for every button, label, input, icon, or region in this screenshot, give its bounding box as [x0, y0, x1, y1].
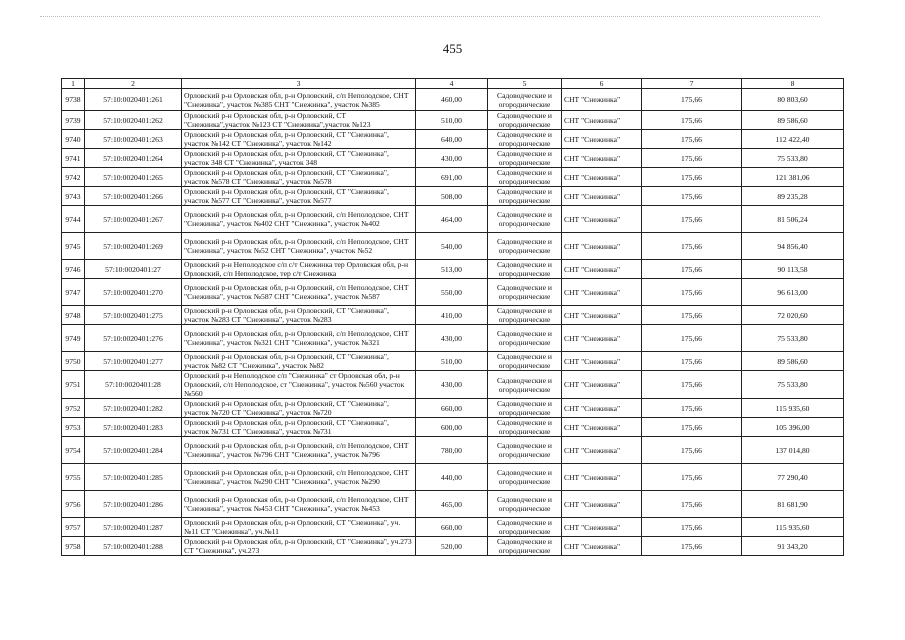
area-cell: 660,00	[416, 399, 488, 418]
cadastral-cost-cell: 91 343,20	[742, 537, 844, 556]
col-header-3: 3	[182, 79, 416, 89]
address-cell: Орловский р-н Орловская обл, р-н Орловский, с/п Неполодское, СНТ "Снежинка", участок №52 СНТ "Снежинка", участок №52	[182, 233, 416, 260]
area-cell: 520,00	[416, 537, 488, 556]
specific-value-cell: 175,66	[642, 89, 742, 111]
row-number-cell: 9738	[62, 89, 85, 111]
row-number-cell: 9748	[62, 306, 85, 325]
cadastral-cost-cell: 75 533,80	[742, 325, 844, 352]
area-cell: 410,00	[416, 306, 488, 325]
table-row	[62, 399, 844, 418]
address-cell: Орловский р-н Орловская обл, р-н Орловский, СТ "Снежинка", участок №578 СТ "Снежинка", участок №578	[182, 168, 416, 187]
cadastral-number-cell: 57:10:0020401:27	[85, 260, 182, 279]
cadastral-cost-cell: 121 381,06	[742, 168, 844, 187]
table-row	[62, 206, 844, 233]
specific-value-cell: 175,66	[642, 371, 742, 399]
land-use-cell: Садоводческие и огороднические	[488, 233, 562, 260]
land-use-cell: Садоводческие и огороднические	[488, 279, 562, 306]
cadastral-cost-cell: 112 422,40	[742, 130, 844, 149]
cadastral-cost-cell: 80 803,60	[742, 89, 844, 111]
specific-value-cell: 175,66	[642, 418, 742, 437]
row-number-cell: 9742	[62, 168, 85, 187]
address-cell: Орловский р-н Орловская обл, р-н Орловский, СТ "Снежинка", участок 348 СТ "Снежинка", участок 348	[182, 149, 416, 168]
cadastral-cost-cell: 81 506,24	[742, 206, 844, 233]
address-cell: Орловский р-н Орловская обл, р-н Орловский, СТ "Снежинка", уч.№11 СТ "Снежинка", уч.№11	[182, 518, 416, 537]
table-row	[62, 352, 844, 371]
table-row	[62, 260, 844, 279]
address-cell: Орловский р-н Орловская обл, р-н Орловский, СТ "Снежинка", участок №720 СТ "Снежинка", участок №720	[182, 399, 416, 418]
cadastral-cost-cell: 94 856,40	[742, 233, 844, 260]
cadastral-cost-cell: 137 014,80	[742, 437, 844, 464]
address-cell: Орловский р-н Орловская обл, р-н Орловский, СТ "Снежинка", участок №283 СТ "Снежинка", участок №283	[182, 306, 416, 325]
cadastral-number-cell: 57:10:0020401:262	[85, 111, 182, 130]
col-header-6: 6	[562, 79, 642, 89]
row-number-cell: 9757	[62, 518, 85, 537]
owner-cell: СНТ "Снежинка"	[562, 306, 642, 325]
area-cell: 430,00	[416, 371, 488, 399]
land-use-cell: Садоводческие и огороднические	[488, 260, 562, 279]
col-header-7: 7	[642, 79, 742, 89]
row-number-cell: 9758	[62, 537, 85, 556]
specific-value-cell: 175,66	[642, 187, 742, 206]
table-row	[62, 518, 844, 537]
land-use-cell: Садоводческие и огороднические	[488, 371, 562, 399]
column-number-row	[62, 79, 844, 89]
area-cell: 550,00	[416, 279, 488, 306]
address-cell: Орловский р-н Неполодское с/п с/т Снежинка тер Орловская обл, р-н Орловский, с/п Неполодское, тер с/т Снежинка	[182, 260, 416, 279]
row-number-cell: 9744	[62, 206, 85, 233]
area-cell: 513,00	[416, 260, 488, 279]
table-row	[62, 130, 844, 149]
area-cell: 460,00	[416, 89, 488, 111]
table-row	[62, 306, 844, 325]
row-number-cell: 9753	[62, 418, 85, 437]
specific-value-cell: 175,66	[642, 399, 742, 418]
owner-cell: СНТ "Снежинка"	[562, 279, 642, 306]
cadastral-cost-cell: 75 533,80	[742, 371, 844, 399]
specific-value-cell: 175,66	[642, 111, 742, 130]
specific-value-cell: 175,66	[642, 130, 742, 149]
address-cell: Орловский р-н Орловская обл, р-н Орловский, с/п Неполодское, СНТ "Снежинка", участок №385 СНТ "Снежинка", участок №385	[182, 89, 416, 111]
page-number: 455	[442, 41, 463, 56]
area-cell: 540,00	[416, 233, 488, 260]
cadastral-cost-cell: 77 290,40	[742, 464, 844, 491]
owner-cell: СНТ "Снежинка"	[562, 206, 642, 233]
cadastral-cost-cell: 89 235,28	[742, 187, 844, 206]
area-cell: 508,00	[416, 187, 488, 206]
table-row	[62, 437, 844, 464]
land-use-cell: Садоводческие и огороднические	[488, 130, 562, 149]
cadastral-number-cell: 57:10:0020401:28	[85, 371, 182, 399]
table-row	[62, 89, 844, 111]
land-use-cell: Садоводческие и огороднические	[488, 437, 562, 464]
cadastral-number-cell: 57:10:0020401:287	[85, 518, 182, 537]
cadastral-number-cell: 57:10:0020401:285	[85, 464, 182, 491]
owner-cell: СНТ "Снежинка"	[562, 399, 642, 418]
address-cell: Орловский р-н Орловская обл, р-н Орловский, с/п Неполодское, СНТ "Снежинка", участок №587 СНТ "Снежинка", участок №587	[182, 279, 416, 306]
area-cell: 600,00	[416, 418, 488, 437]
land-use-cell: Садоводческие и огороднические	[488, 206, 562, 233]
scan-artifact-line	[40, 16, 820, 19]
land-use-cell: Садоводческие и огороднические	[488, 149, 562, 168]
cadastral-number-cell: 57:10:0020401:264	[85, 149, 182, 168]
area-cell: 465,00	[416, 491, 488, 518]
table-row	[62, 325, 844, 352]
cadastral-number-cell: 57:10:0020401:286	[85, 491, 182, 518]
cadastral-cost-cell: 96 613,00	[742, 279, 844, 306]
cadastral-number-cell: 57:10:0020401:288	[85, 537, 182, 556]
row-number-cell: 9756	[62, 491, 85, 518]
specific-value-cell: 175,66	[642, 168, 742, 187]
row-number-cell: 9741	[62, 149, 85, 168]
owner-cell: СНТ "Снежинка"	[562, 260, 642, 279]
land-use-cell: Садоводческие и огороднические	[488, 518, 562, 537]
cadastral-cost-cell: 81 681,90	[742, 491, 844, 518]
specific-value-cell: 175,66	[642, 437, 742, 464]
table-row	[62, 418, 844, 437]
owner-cell: СНТ "Снежинка"	[562, 325, 642, 352]
cadastral-number-cell: 57:10:0020401:265	[85, 168, 182, 187]
table-row	[62, 279, 844, 306]
land-use-cell: Садоводческие и огороднические	[488, 325, 562, 352]
cadastral-number-cell: 57:10:0020401:261	[85, 89, 182, 111]
owner-cell: СНТ "Снежинка"	[562, 464, 642, 491]
cadastral-number-cell: 57:10:0020401:284	[85, 437, 182, 464]
specific-value-cell: 175,66	[642, 206, 742, 233]
area-cell: 780,00	[416, 437, 488, 464]
specific-value-cell: 175,66	[642, 306, 742, 325]
owner-cell: СНТ "Снежинка"	[562, 130, 642, 149]
table-row	[62, 149, 844, 168]
address-cell: Орловский р-н Орловская обл, р-н Орловский, с/п Неполодское, СНТ "Снежинка", участок №290 СНТ "Снежинка", участок №290	[182, 464, 416, 491]
row-number-cell: 9740	[62, 130, 85, 149]
owner-cell: СНТ "Снежинка"	[562, 233, 642, 260]
address-cell: Орловский р-н Неполодское с/п "Снежинка" ст Орловская обл, р-н Орловский, с/п Неполодское, ст "Снежинка", участок №560 участок №560	[182, 371, 416, 399]
land-use-cell: Садоводческие и огороднические	[488, 111, 562, 130]
owner-cell: СНТ "Снежинка"	[562, 352, 642, 371]
owner-cell: СНТ "Снежинка"	[562, 418, 642, 437]
cadastral-number-cell: 57:10:0020401:276	[85, 325, 182, 352]
table-row	[62, 371, 844, 399]
specific-value-cell: 175,66	[642, 260, 742, 279]
row-number-cell: 9751	[62, 371, 85, 399]
area-cell: 430,00	[416, 149, 488, 168]
row-number-cell: 9739	[62, 111, 85, 130]
col-header-4: 4	[416, 79, 488, 89]
owner-cell: СНТ "Снежинка"	[562, 537, 642, 556]
area-cell: 691,00	[416, 168, 488, 187]
cadastral-cost-cell: 115 935,60	[742, 518, 844, 537]
row-number-cell: 9752	[62, 399, 85, 418]
row-number-cell: 9750	[62, 352, 85, 371]
owner-cell: СНТ "Снежинка"	[562, 168, 642, 187]
col-header-5: 5	[488, 79, 562, 89]
land-use-cell: Садоводческие и огороднические	[488, 537, 562, 556]
area-cell: 510,00	[416, 352, 488, 371]
specific-value-cell: 175,66	[642, 518, 742, 537]
address-cell: Орловский р-н Орловская обл, р-н Орловский, с/п Неполодское, СНТ "Снежинка", участок №321 СНТ "Снежинка", участок №321	[182, 325, 416, 352]
address-cell: Орловский р-н Орловская обл, р-н Орловский, с/п Неполодское, СНТ "Снежинка", участок №796 СНТ "Снежинка", участок №796	[182, 437, 416, 464]
col-header-8: 8	[742, 79, 844, 89]
table-body	[62, 89, 844, 556]
specific-value-cell: 175,66	[642, 537, 742, 556]
address-cell: Орловский р-н Орловская обл, р-н Орловский, с/п Неполодское, СНТ "Снежинка", участок №453 СНТ "Снежинка", участок №453	[182, 491, 416, 518]
owner-cell: СНТ "Снежинка"	[562, 187, 642, 206]
address-cell: Орловский р-н Орловская обл, р-н Орловский, СТ "Снежинка", участок №82 СТ "Снежинка", участок №82	[182, 352, 416, 371]
cadastral-cost-cell: 105 396,00	[742, 418, 844, 437]
specific-value-cell: 175,66	[642, 491, 742, 518]
row-number-cell: 9746	[62, 260, 85, 279]
owner-cell: СНТ "Снежинка"	[562, 149, 642, 168]
owner-cell: СНТ "Снежинка"	[562, 491, 642, 518]
cadastral-number-cell: 57:10:0020401:269	[85, 233, 182, 260]
table-row	[62, 233, 844, 260]
owner-cell: СНТ "Снежинка"	[562, 437, 642, 464]
land-use-cell: Садоводческие и огороднические	[488, 89, 562, 111]
owner-cell: СНТ "Снежинка"	[562, 89, 642, 111]
land-use-cell: Садоводческие и огороднические	[488, 187, 562, 206]
area-cell: 464,00	[416, 206, 488, 233]
cadastral-number-cell: 57:10:0020401:275	[85, 306, 182, 325]
land-use-cell: Садоводческие и огороднические	[488, 352, 562, 371]
land-use-cell: Садоводческие и огороднические	[488, 306, 562, 325]
area-cell: 440,00	[416, 464, 488, 491]
specific-value-cell: 175,66	[642, 352, 742, 371]
cadastral-number-cell: 57:10:0020401:263	[85, 130, 182, 149]
owner-cell: СНТ "Снежинка"	[562, 518, 642, 537]
land-use-cell: Садоводческие и огороднические	[488, 464, 562, 491]
cadastral-number-cell: 57:10:0020401:277	[85, 352, 182, 371]
area-cell: 640,00	[416, 130, 488, 149]
table-row	[62, 187, 844, 206]
owner-cell: СНТ "Снежинка"	[562, 111, 642, 130]
cadastral-cost-cell: 89 586,60	[742, 111, 844, 130]
table-row	[62, 491, 844, 518]
cadastral-cost-cell: 115 935,60	[742, 399, 844, 418]
land-use-cell: Садоводческие и огороднические	[488, 491, 562, 518]
cadastral-number-cell: 57:10:0020401:267	[85, 206, 182, 233]
table-row	[62, 537, 844, 556]
cadastral-cost-cell: 90 113,58	[742, 260, 844, 279]
table-row	[62, 168, 844, 187]
row-number-cell: 9754	[62, 437, 85, 464]
address-cell: Орловский р-н Орловская обл, р-н Орловский, с/п Неполодское, СНТ "Снежинка", участок №402 СНТ "Снежинка", участок №402	[182, 206, 416, 233]
specific-value-cell: 175,66	[642, 325, 742, 352]
land-register-table	[61, 78, 844, 556]
area-cell: 510,00	[416, 111, 488, 130]
cadastral-number-cell: 57:10:0020401:266	[85, 187, 182, 206]
cadastral-cost-cell: 75 533,80	[742, 149, 844, 168]
specific-value-cell: 175,66	[642, 279, 742, 306]
cadastral-cost-cell: 72 020,60	[742, 306, 844, 325]
col-header-1: 1	[62, 79, 85, 89]
address-cell: Орловский р-н Орловская обл, р-н Орловский, СТ "Снежинка", участок №731 СТ "Снежинка", участок №731	[182, 418, 416, 437]
cadastral-number-cell: 57:10:0020401:283	[85, 418, 182, 437]
area-cell: 430,00	[416, 325, 488, 352]
cadastral-number-cell: 57:10:0020401:282	[85, 399, 182, 418]
address-cell: Орловский р-н Орловская обл, р-н Орловский, СТ "Снежинка", участок №577 СТ "Снежинка", участок №577	[182, 187, 416, 206]
land-use-cell: Садоводческие и огороднические	[488, 418, 562, 437]
row-number-cell: 9743	[62, 187, 85, 206]
col-header-2: 2	[85, 79, 182, 89]
row-number-cell: 9745	[62, 233, 85, 260]
row-number-cell: 9747	[62, 279, 85, 306]
cadastral-number-cell: 57:10:0020401:270	[85, 279, 182, 306]
address-cell: Орловский р-н Орловская обл, р-н Орловский, СТ "Снежинка",участок №123 СТ "Снежинка",участок №123	[182, 111, 416, 130]
address-cell: Орловский р-н Орловская обл, р-н Орловский, СТ "Снежинка", участок №142 СТ "Снежинка", участок №142	[182, 130, 416, 149]
row-number-cell: 9749	[62, 325, 85, 352]
land-use-cell: Садоводческие и огороднические	[488, 399, 562, 418]
owner-cell: СНТ "Снежинка"	[562, 371, 642, 399]
cadastral-cost-cell: 89 586,60	[742, 352, 844, 371]
land-use-cell: Садоводческие и огороднические	[488, 168, 562, 187]
address-cell: Орловский р-н Орловская обл, р-н Орловский, СТ "Снежинка", уч.273 СТ "Снежинка", уч.273	[182, 537, 416, 556]
row-number-cell: 9755	[62, 464, 85, 491]
specific-value-cell: 175,66	[642, 233, 742, 260]
table-row	[62, 111, 844, 130]
specific-value-cell: 175,66	[642, 149, 742, 168]
specific-value-cell: 175,66	[642, 464, 742, 491]
area-cell: 660,00	[416, 518, 488, 537]
table-row	[62, 464, 844, 491]
